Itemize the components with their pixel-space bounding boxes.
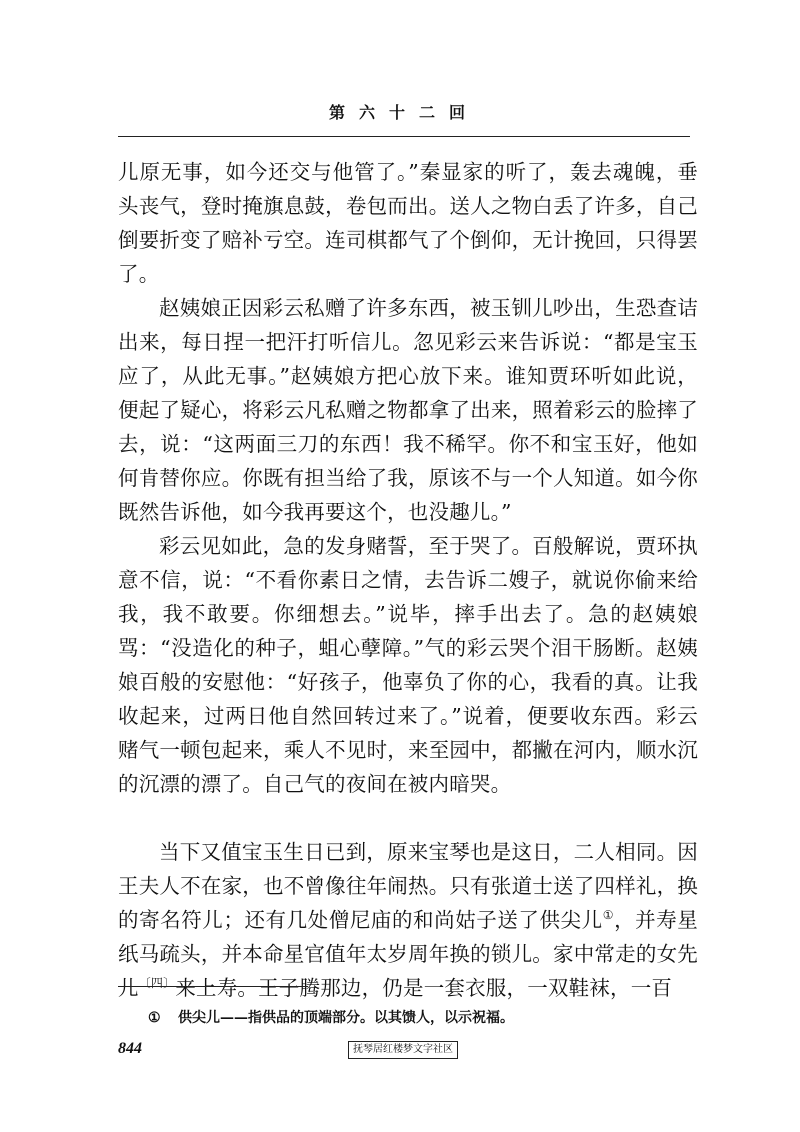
page-number: 844: [118, 1040, 142, 1057]
paragraph-4-text-b: ，并寿星纸马疏头，并本命星官值年太岁周年换的锁儿。家中常走的女先儿: [118, 908, 698, 1000]
footnote-text: 供尖儿——指供品的顶端部分。以其馈人，以示祝福。: [178, 1010, 514, 1026]
header-divider: [118, 136, 690, 137]
main-text: [118, 155, 698, 1005]
paragraph-2: 赵姨娘正因彩云私赠了许多东西，被玉钏儿吵出，生恐查诘出来，每日捏一把汗打听信儿。忽见彩云来告诉说：“都是宝玉应了，从此无事。”赵姨娘方把心放下来。谁知贾环听如此说，便起了疑心，将彩云凡私赠之物都拿了出来，照着彩云的脸摔了去，说：“这两面三刀的东西！我不稀罕。你不和宝玉好，他如何肯替你应。你既有担当给了我，原该不与一个人知道。如今你既然告诉他，如今我再要这个，也没趣儿。”: [118, 296, 698, 524]
paragraph-4: [118, 835, 698, 1005]
watermark-stamp: 抚琴居红楼梦文字社区: [348, 1041, 458, 1059]
paragraph-3: 彩云见如此，急的发身赌誓，至于哭了。百般解说，贾环执意不信，说：“不看你素日之情，去告诉二嫂子，就说你偷来给我，我不敢要。你细想去。”说毕，摔手出去了。急的赵姨娘骂：“没造化的种子，蛆心孽障。”气的彩云哭个泪干肠断。赵姨娘百般的安慰他：“好孩子，他辜负了你的心，我看的真。让我收起来，过两日他自然回转过来了。”说着，便要收东西。彩云赌气一顿包起来，乘人不见时，来至园中，都撇在河内，顺水沉的沉漂的漂了。自己气的夜间在被内暗哭。: [118, 534, 698, 796]
footnote-reference: ①: [602, 908, 615, 923]
paragraph-4-text-c: 来上寿。王子腾那边，仍是一套衣服，一双鞋袜，一百: [175, 976, 673, 1000]
footnote-divider: [118, 986, 308, 987]
paragraph-4-text-a: 当下又值宝玉生日已到，原来宝琴也是这日，二人相同。因王夫人不在家，也不曾像往年闹热。只有张道士送了四样礼，换的寄名符儿；还有几处僧尼庙的和尚姑子送了供尖儿: [118, 840, 698, 932]
chapter-header: 第六十二回: [328, 103, 479, 122]
footnote: [148, 1008, 514, 1028]
paragraph-1: 儿原无事，如今还交与他管了。”秦显家的听了，轰去魂魄，垂头丧气，登时掩旗息鼓，卷包而出。送人之物白丢了许多，自己倒要折变了赔补亏空。连司棋都气了个倒仰，无计挽回，只得罢了。: [118, 160, 698, 286]
endnote-reference: 〔四〕: [138, 976, 176, 991]
footnote-marker: ①: [148, 1010, 161, 1026]
